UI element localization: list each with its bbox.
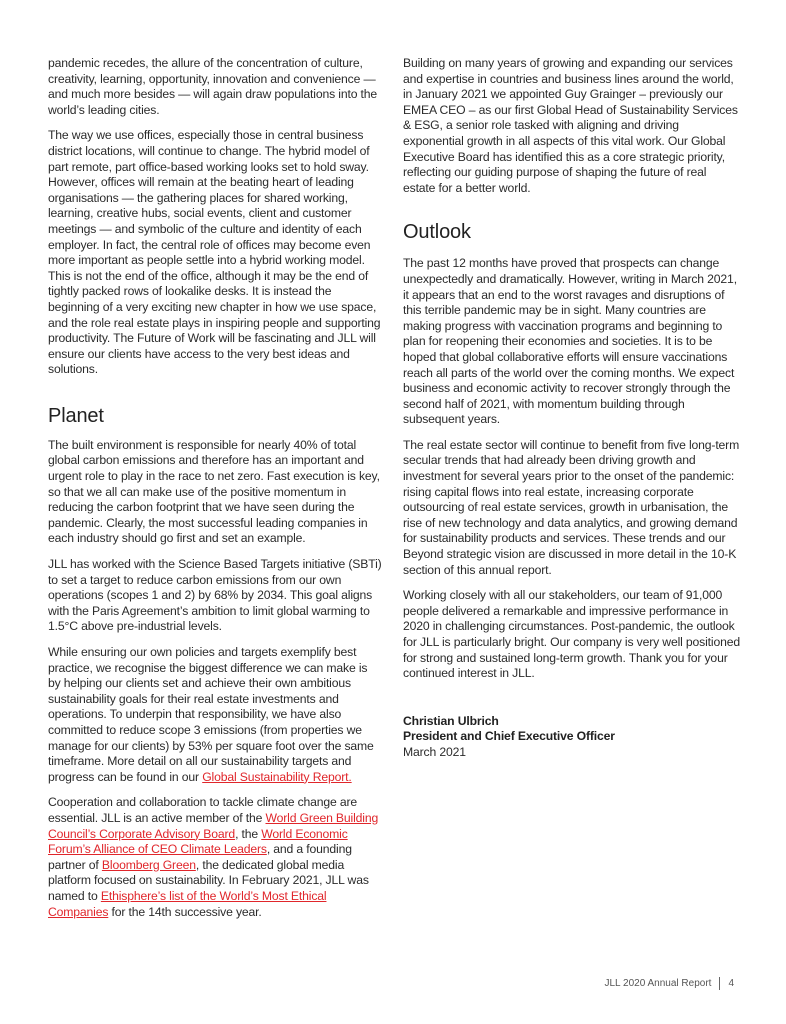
- planet-paragraph-2: JLL has worked with the Science Based Targets initiative (SBTi) to set a target to reduce carbon emissions from our own operations (scopes 1 and 2) by 68% by 2034. This goal aligns with the Paris Agreement’s ambition to limit global warming to 1.5°C above pre-industrial levels.: [48, 557, 382, 634]
- outlook-paragraph-1: The past 12 months have proved that prospects can change unexpectedly and dramatically. However, writing in March 2021, it appears that an end to the worst ravages and disruptions of this terrible pandemic may be in sight. Many countries are making progress with vaccination programs and beginning to plan for reopening their economies and societies. It is to be hoped that global collaborative efforts will ensure vaccinations reach all parts of the world over the coming months. We expect business and economic activity to recover strongly through the second half of 2021, with momentum building through subsequent years.: [403, 256, 737, 427]
- text-fragment: , the: [235, 826, 262, 841]
- planet-paragraph-4: [48, 795, 382, 920]
- report-title: JLL 2020 Annual Report: [604, 978, 712, 989]
- signatory-name: Christian Ulbrich: [403, 713, 499, 728]
- planet-paragraph-3-text: While ensuring our own policies and targets exemplify best practice, we recognise the biggest difference we can make is by helping our clients set and achieve their own ambitious sustainability goals for their real estate investments and operations. To underpin that responsibility, we have also committed to reduce scope 3 emissions (from properties we manage for our clients) by 53% per square foot over the same timeframe. More detail on all our sustainability targets and progress can be found in our: [48, 645, 374, 784]
- outlook-paragraph-3: Working closely with all our stakeholders, our team of 91,000 people delivered a remarkable and impressive performance in 2020 in challenging circumstances. Post-pandemic, the outlook for JLL is particularly bright. Our company is very well positioned for strong and sustained long-term growth. Thank you for your continued interest in JLL.: [403, 588, 740, 681]
- footer-divider: [719, 977, 720, 990]
- offices-paragraph: The way we use offices, especially those in central business district locations, will continue to change. The hybrid model of part remote, part office-based working looks set to hold sway. However, offices will remain at the beating heart of leading organisations — the gathering places for shared working, learning, creative hubs, social events, client and customer meetings — and symbolic of the culture and identity of each employer. In fact, the central role of offices may become even more important as people settle into a hybrid working model. This is not the end of the office, although it may be the end of tightly packed rows of lookalike desks. It is instead the beginning of a very exciting new chapter in how we use space, and the role real estate plays in inspiring people and supporting productivity. The Future of Work will be fascinating and JLL will ensure our clients have access to the very best ideas and solutions.: [48, 128, 381, 377]
- planet-heading: Planet: [48, 404, 104, 427]
- outlook-paragraph-2: The real estate sector will continue to benefit from five long-term secular trends that had already been driving growth and investment for several years prior to the onset of the pandemic: rising capital flows into real estate, increasing corporate outsourcing of real estate services, growth in urbanisation, the rise of new technology and data analytics, and growing demand for sustainability products and services. These trends and our Beyond strategic vision are discussed in more detail in the 10-K section of this annual report.: [403, 437, 740, 577]
- global-sustainability-report-link[interactable]: Global Sustainability Report.: [202, 769, 352, 784]
- outlook-heading: Outlook: [403, 221, 471, 244]
- bloomberg-green-link[interactable]: Bloomberg Green: [101, 857, 196, 872]
- text-fragment: , the dedicated global media platform focused on sustainability. In February 2021, JLL was named to: [48, 857, 369, 903]
- intro-continued-paragraph: pandemic recedes, the allure of the concentration of culture, creativity, learning, opportunity, innovation and convenience — and much more besides — will again draw populations into the world’s leading cities.: [48, 56, 378, 117]
- text-fragment: Cooperation and collaboration to tackle climate change are essential. JLL is an active member of the: [48, 795, 358, 825]
- planet-paragraph-3: [48, 645, 382, 785]
- left-column: [48, 56, 382, 930]
- wef-ceo-climate-leaders-link[interactable]: World Economic Forum’s Alliance of CEO Climate Leaders: [48, 826, 348, 857]
- text-fragment: for the 14th successive year.: [108, 904, 262, 919]
- page-footer: [605, 977, 735, 990]
- planet-paragraph-1: The built environment is responsible for nearly 40% of total global carbon emissions and therefore has an important and urgent role to play in the race to net zero. Fast execution is key, so that we all can make use of the positive momentum in reducing the carbon footprint that we have seen during the pandemic. Clearly, the most successful leading companies in each industry should go first and set an example.: [48, 437, 380, 546]
- signatory-title: President and Chief Executive Officer: [403, 729, 615, 744]
- worldgbc-advisory-board-link[interactable]: World Green Building Council’s Corporate Advisory Board: [48, 810, 379, 841]
- text-fragment: , and a founding partner of: [48, 842, 352, 872]
- signature-block: [403, 714, 741, 761]
- sustainability-services-paragraph: Building on many years of growing and expanding our services and expertise in countries and business lines around the world, in January 2021 we appointed Guy Grainger – previously our EMEA CEO – as our first Global Head of Sustainability Services & ESG, a senior role tasked with aligning and driving exponential growth in all aspects of this vital work. Our Global Executive Board has identified this as a core strategic priority, reflecting our guiding purpose of shaping the future of real estate for a better world.: [403, 56, 738, 195]
- signature-date: March 2021: [403, 744, 466, 759]
- ethisphere-list-link[interactable]: Ethisphere’s list of the World’s Most Ethical Companies: [48, 888, 327, 919]
- right-column: [403, 56, 741, 761]
- page-number: 4: [728, 978, 734, 989]
